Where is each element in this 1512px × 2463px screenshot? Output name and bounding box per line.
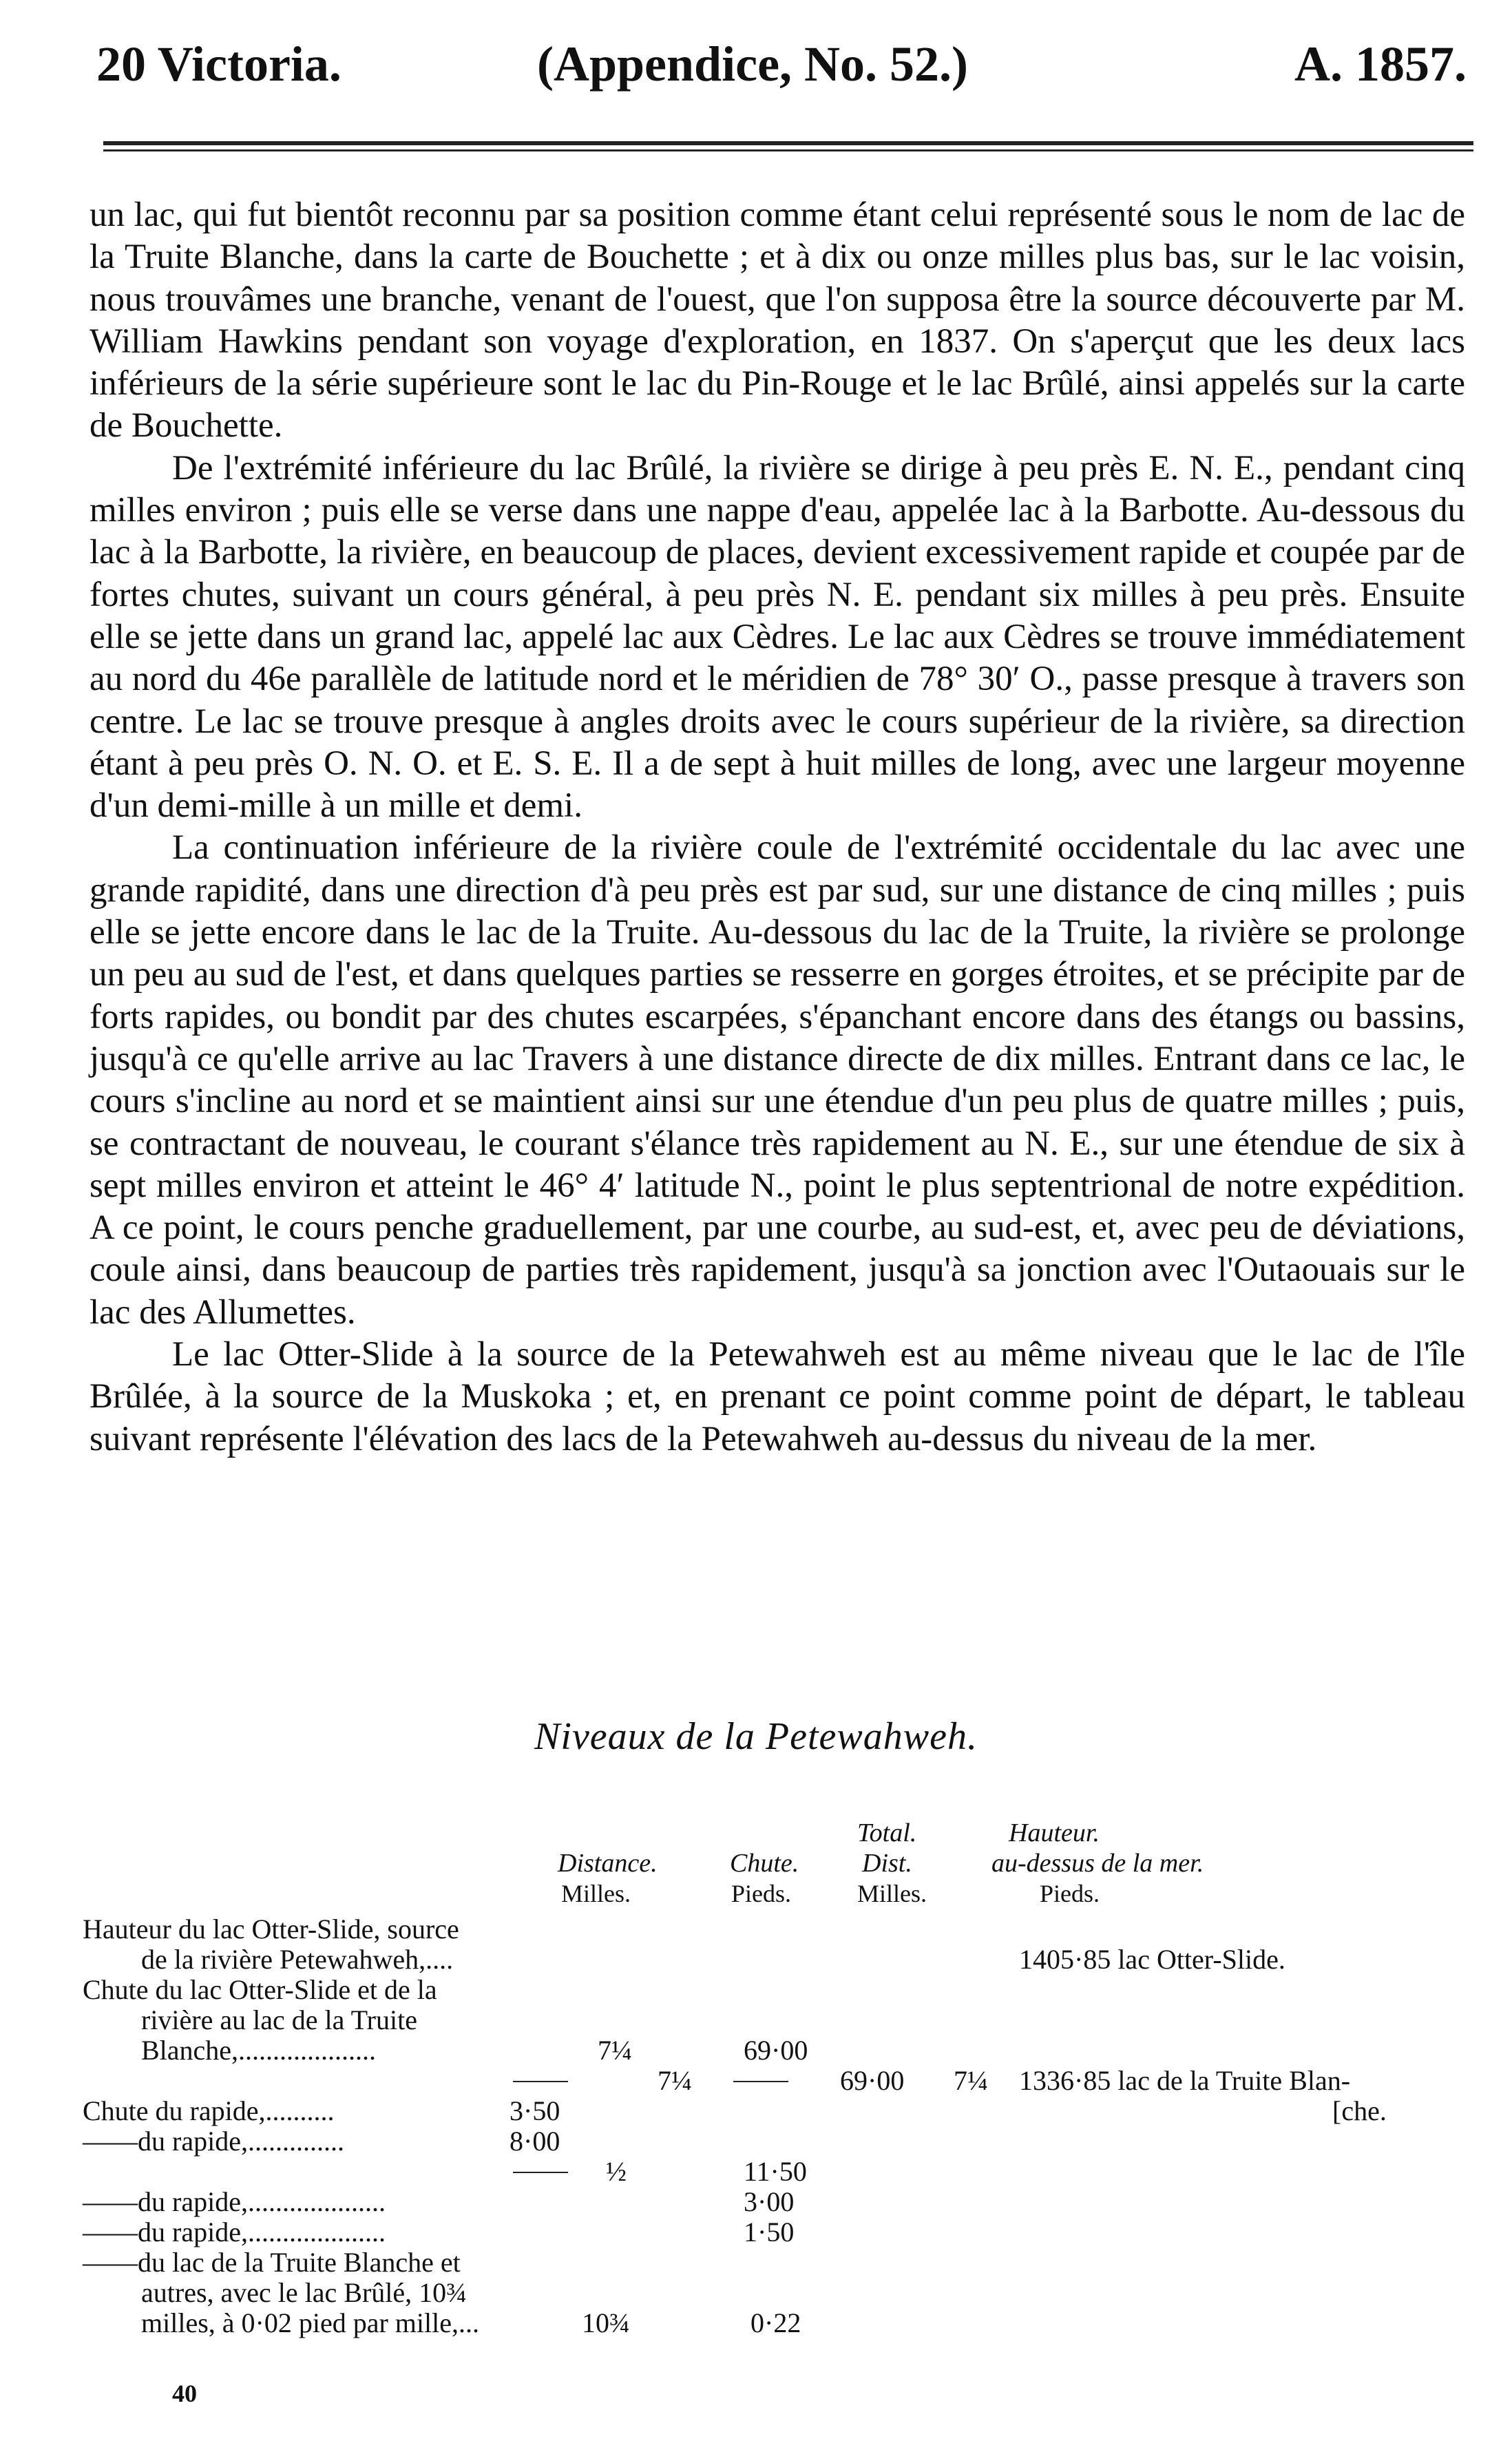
row3-distance: 7¼ — [658, 2065, 692, 2096]
row6-distance: ½ — [606, 2156, 627, 2187]
header-rule-thick — [103, 141, 1473, 145]
row1-height: 1405·85 lac Otter-Slide. — [1019, 1944, 1285, 1975]
row6-chute: 11·50 — [744, 2156, 807, 2187]
paragraph-2: De l'extrémité inférieure du lac Brûlé, la rivière se dirige à peu près E. N. E., pendant cinq milles environ ; puis elle se verse dans une nappe d'eau, appelée lac à la Barbotte. Au-dessous du lac à la Barbotte, la rivière, en beaucoup de places, devient excessivement rapide et coupée par de fortes chutes, suivant un cours général, à peu près N. E. pendant six milles à peu près. Ensuite elle se jette dans un grand lac, appelé lac aux Cèdres. Le lac aux Cèdres se trouve immédiatement au nord du 46e parallèle de latitude nord et le méridien de 78° 30′ O., passe presque à travers son centre. Le lac se trouve presque à angles droits avec le cours supérieur de la rivière, sa direction étant à peu près O. N. O. et E. S. E. Il a de sept à huit milles de long, avec une largeur moyenne d'un demi-mille à un mille et demi. — [90, 448, 1465, 826]
row4-label: Chute du rapide,.......... — [83, 2095, 335, 2126]
row2-distance: 7¼ — [598, 2035, 632, 2066]
table-title: Niveaux de la Petewahweh. — [534, 1715, 978, 1758]
header-session: 20 Victoria. — [96, 36, 342, 92]
header-hauteur-unit: Pieds. — [1040, 1880, 1100, 1907]
row1-label-line2: de la rivière Petewahweh,.... — [141, 1944, 454, 1975]
body-text — [90, 194, 1465, 1460]
row4-value: 3·50 — [510, 2095, 560, 2126]
row7-label: ——du rapide,.................... — [83, 2186, 386, 2217]
paragraph-3: La continuation inférieure de la rivière coule de l'extrémité occidentale du lac avec une grande rapidité, dans une direction d'à peu près est par sud, sur une distance de cinq milles ; puis elle se jette encore dans le lac de la Truite. Au-dessous du lac de la Truite, la rivière se prolonge un peu au sud de l'est, et dans quelques parties se resserre en gorges étroites, et se précipite par de forts rapides, ou bondit par des chutes escarpées, s'épanchant encore dans des étangs ou bassins, jusqu'à ce qu'elle arrive au lac Travers à une distance directe de dix milles. Entrant dans ce lac, le cours s'incline au nord et se maintient ainsi sur une étendue d'un peu plus de quatre milles ; puis, se contractant de nouveau, le courant s'élance très rapidement au N. E., sur une étendue de six à sept milles environ et atteint le 46° 4′ latitude N., point le plus septentrional de notre expédition. A ce point, le cours penche graduellement, par une courbe, au sud-est, et, avec peu de déviations, coule ainsi, dans beaucoup de parties très rapidement, jusqu'à sa jonction avec l'Outaouais sur le lac des Allumettes. — [90, 828, 1465, 1332]
row9-distance: 10¾ — [582, 2307, 630, 2338]
header-chute-unit: Pieds. — [731, 1880, 792, 1907]
page-number: 40 — [172, 2380, 197, 2407]
row5-label: ——du rapide,.............. — [83, 2126, 344, 2157]
header-hauteur: au-dessus de la mer. — [991, 1849, 1204, 1878]
row9-label-line2: autres, avec le lac Brûlé, 10¾ — [141, 2277, 468, 2308]
header-hauteur-top: Hauteur. — [1009, 1819, 1100, 1847]
header-total: Dist. — [862, 1849, 912, 1878]
header-distance: Distance. — [558, 1849, 658, 1878]
row9-label-line3: milles, à 0·02 pied par mille,... — [141, 2307, 479, 2338]
header-total-unit: Milles. — [857, 1880, 927, 1907]
row2-chute: 69·00 — [744, 2035, 808, 2066]
header-chute: Chute. — [730, 1849, 799, 1878]
row9-chute: 0·22 — [750, 2307, 801, 2338]
row3-chute: 69·00 — [840, 2065, 905, 2096]
header-total-top: Total. — [857, 1819, 917, 1847]
header-appendix: (Appendice, No. 52.) — [537, 36, 968, 92]
row8-label: ——du rapide,.................... — [83, 2216, 386, 2247]
subtotal-dash — [513, 2172, 568, 2173]
row9-label-line1: ——du lac de la Truite Blanche et — [83, 2247, 461, 2278]
row1-label-line1: Hauteur du lac Otter-Slide, source — [83, 1914, 459, 1945]
header-rule-thin — [103, 149, 1473, 151]
header-distance-unit: Milles. — [561, 1880, 631, 1907]
row8-chute: 1·50 — [744, 2216, 795, 2247]
subtotal-dash — [513, 2081, 568, 2082]
row2-label-line1: Chute du lac Otter-Slide et de la — [83, 1974, 437, 2005]
paragraph-4: Le lac Otter-Slide à la source de la Petewahweh est au même niveau que le lac de l'île Brûlée, à la source de la Muskoka ; et, en prenant ce point comme point de départ, le tableau suivant représente l'élévation des lacs de la Petewahweh au-dessus du niveau de la mer. — [90, 1335, 1465, 1458]
row3-height-cont: [che. — [1332, 2095, 1387, 2126]
subtotal-dash — [733, 2081, 788, 2082]
row2-label-line3: Blanche,.................... — [141, 2035, 377, 2066]
row7-chute: 3·00 — [744, 2186, 795, 2217]
row3-height: 1336·85 lac de la Truite Blan- — [1019, 2065, 1351, 2096]
row2-label-line2: rivière au lac de la Truite — [141, 2004, 417, 2035]
row3-total: 7¼ — [954, 2065, 988, 2096]
header-year: A. 1857. — [1294, 36, 1467, 92]
paragraph-1: un lac, qui fut bientôt reconnu par sa position comme étant celui représenté sous le nom de lac de la Truite Blanche, dans la carte de Bouchette ; et à dix ou onze milles plus bas, sur le lac voisin, nous trouvâmes une branche, venant de l'ouest, que l'on supposa être la source découverte par M. William Hawkins pendant son voyage d'exploration, en 1837. On s'aperçut que les deux lacs inférieurs de la série supérieure sont le lac du Pin-Rouge et le lac Brûlé, ainsi appelés sur la carte de Bouchette. — [90, 196, 1465, 446]
page-header — [96, 26, 1467, 102]
row5-value: 8·00 — [510, 2126, 560, 2157]
